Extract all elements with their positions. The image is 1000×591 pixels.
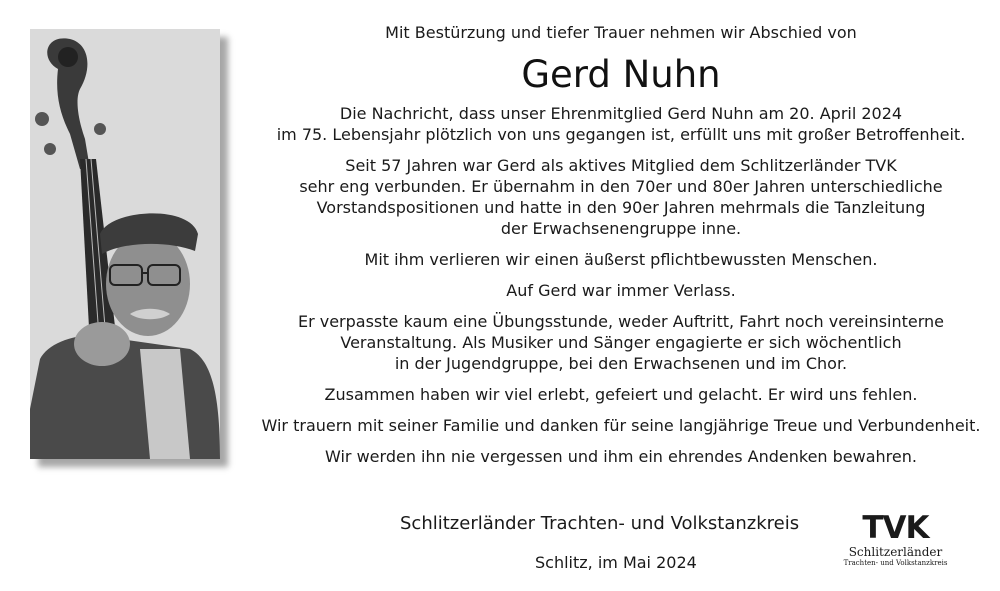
- text-line: Auf Gerd war immer Verlass.: [506, 281, 736, 300]
- paragraph-together: [250, 384, 992, 405]
- text-line: Seit 57 Jahren war Gerd als aktives Mitglied dem Schlitzerländer TVK: [345, 156, 897, 175]
- paragraph-remembrance: [250, 446, 992, 467]
- portrait-photo: [30, 29, 220, 459]
- paragraph-reliable: [250, 280, 992, 301]
- logo-line-2: Trachten- und Volkstanzkreis: [843, 559, 948, 567]
- tvk-logo: [838, 511, 953, 577]
- text-line: in der Jugendgruppe, bei den Erwachsenen und im Chor.: [394, 354, 848, 373]
- logo-mark: TVK: [862, 510, 929, 546]
- obituary-text: [250, 22, 992, 477]
- text-line: der Erwachsenengruppe inne.: [500, 219, 742, 238]
- paragraph-announcement: [250, 103, 992, 145]
- text-line: Vorstandspositionen und hatte in den 90er Jahren mehrmals die Tanzleitung: [316, 198, 926, 217]
- deceased-name: Gerd Nuhn: [521, 53, 721, 96]
- paragraph-membership: [250, 155, 992, 239]
- intro-line: Mit Bestürzung und tiefer Trauer nehmen wir Abschied von: [385, 23, 857, 42]
- text-line: sehr eng verbunden. Er übernahm in den 70er und 80er Jahren unterschiedliche: [299, 177, 943, 196]
- text-line: im 75. Lebensjahr plötzlich von uns gegangen ist, erfüllt uns mit großer Betroffenheit.: [276, 125, 966, 144]
- text-line: Veranstaltung. Als Musiker und Sänger engagierte er sich wöchentlich: [340, 333, 902, 352]
- text-line: Wir trauern mit seiner Familie und danken für seine langjährige Treue und Verbundenheit.: [261, 416, 981, 435]
- place-date: Schlitz, im Mai 2024: [535, 553, 697, 572]
- organization-name: Schlitzerländer Trachten- und Volkstanzkreis: [400, 513, 800, 534]
- paragraph-loss: [250, 249, 992, 270]
- paragraph-engagement: [250, 311, 992, 374]
- logo-line-1: Schlitzerländer: [848, 545, 943, 559]
- text-line: Er verpasste kaum eine Übungsstunde, weder Auftritt, Fahrt noch vereinsinterne: [297, 312, 945, 331]
- text-line: Wir werden ihn nie vergessen und ihm ein ehrendes Andenken bewahren.: [325, 447, 917, 466]
- paragraph-mourning: [250, 415, 992, 436]
- text-line: Zusammen haben wir viel erlebt, gefeiert und gelacht. Er wird uns fehlen.: [324, 385, 918, 404]
- portrait-illustration: [30, 29, 220, 459]
- signature-block: [250, 508, 992, 588]
- text-line: Mit ihm verlieren wir einen äußerst pflichtbewussten Menschen.: [364, 250, 878, 269]
- text-line: Die Nachricht, dass unser Ehrenmitglied Gerd Nuhn am 20. April 2024: [339, 104, 903, 123]
